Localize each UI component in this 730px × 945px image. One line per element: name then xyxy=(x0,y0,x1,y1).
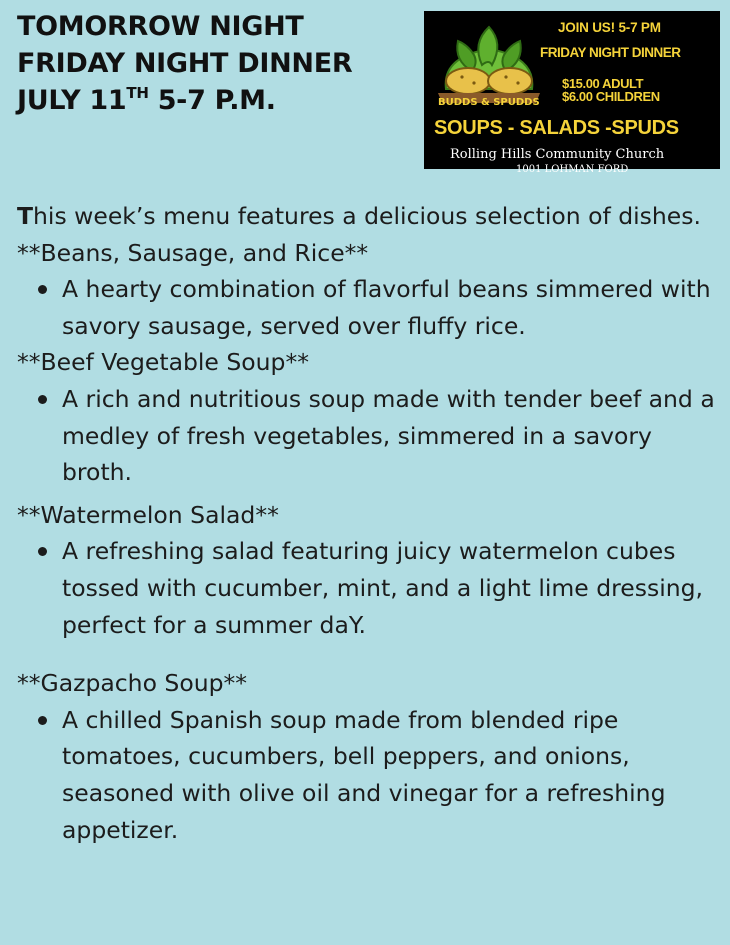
dish-list xyxy=(17,533,722,643)
menu-description xyxy=(17,198,722,848)
budds-spudds-logo xyxy=(432,19,546,119)
banner-price-adult: $15.00 ADULT xyxy=(562,76,644,91)
dish-list xyxy=(17,702,722,848)
announcement-heading xyxy=(17,8,352,119)
logo-wordmark: BUDDS & SPUDDS xyxy=(438,97,540,108)
banner-event-name: FRIDAY NIGHT DINNER xyxy=(540,45,681,60)
spacer xyxy=(17,643,722,665)
heading-line-1: TOMORROW NIGHT xyxy=(17,11,304,42)
dish-description: A chilled Spanish soup made from blended ripe tomatoes, cucumbers, bell peppers, and onions, seasoned with olive oil and vinegar for a refreshing appetizer. xyxy=(17,702,722,848)
dish-list xyxy=(17,271,722,344)
heading-line-2: FRIDAY NIGHT DINNER xyxy=(17,48,353,79)
heading-date-suffix: TH xyxy=(126,84,149,102)
dish-title: **Beef Vegetable Soup** xyxy=(17,348,309,377)
banner-price-children: $6.00 CHILDREN xyxy=(562,89,660,104)
dish-description: A rich and nutritious soup made with tender beef and a medley of fresh vegetables, simmered in a savory broth. xyxy=(17,381,722,491)
dish-title: **Watermelon Salad** xyxy=(17,500,279,529)
heading-line-3 xyxy=(17,82,352,119)
heading-date: JULY 11 xyxy=(17,85,127,116)
dish-description: A hearty combination of flavorful beans simmered with savory sausage, served over fluffy rice. xyxy=(17,271,722,344)
intro-text: his week’s menu features a delicious selection of dishes. xyxy=(33,202,701,230)
dish-list xyxy=(17,381,722,491)
intro-first-letter: T xyxy=(17,202,34,230)
dish-description: A refreshing salad featuring juicy watermelon cubes tossed with cucumber, mint, and a light lime dressing, perfect for a summer daY. xyxy=(17,533,722,643)
dish-title: **Beans, Sausage, and Rice** xyxy=(17,238,369,267)
intro-paragraph xyxy=(17,198,722,235)
banner-tagline: SOUPS - SALADS -SPUDS xyxy=(434,117,679,139)
banner-join-us: JOIN US! 5-7 PM xyxy=(558,20,661,35)
banner-church-name: Rolling Hills Community Church xyxy=(450,147,665,162)
dish-title: **Gazpacho Soup** xyxy=(17,669,248,698)
event-banner-image xyxy=(424,11,720,175)
heading-time: 5-7 P.M. xyxy=(148,85,276,116)
banner-address-partial: 1001 LOHMAN FORD xyxy=(516,164,629,175)
